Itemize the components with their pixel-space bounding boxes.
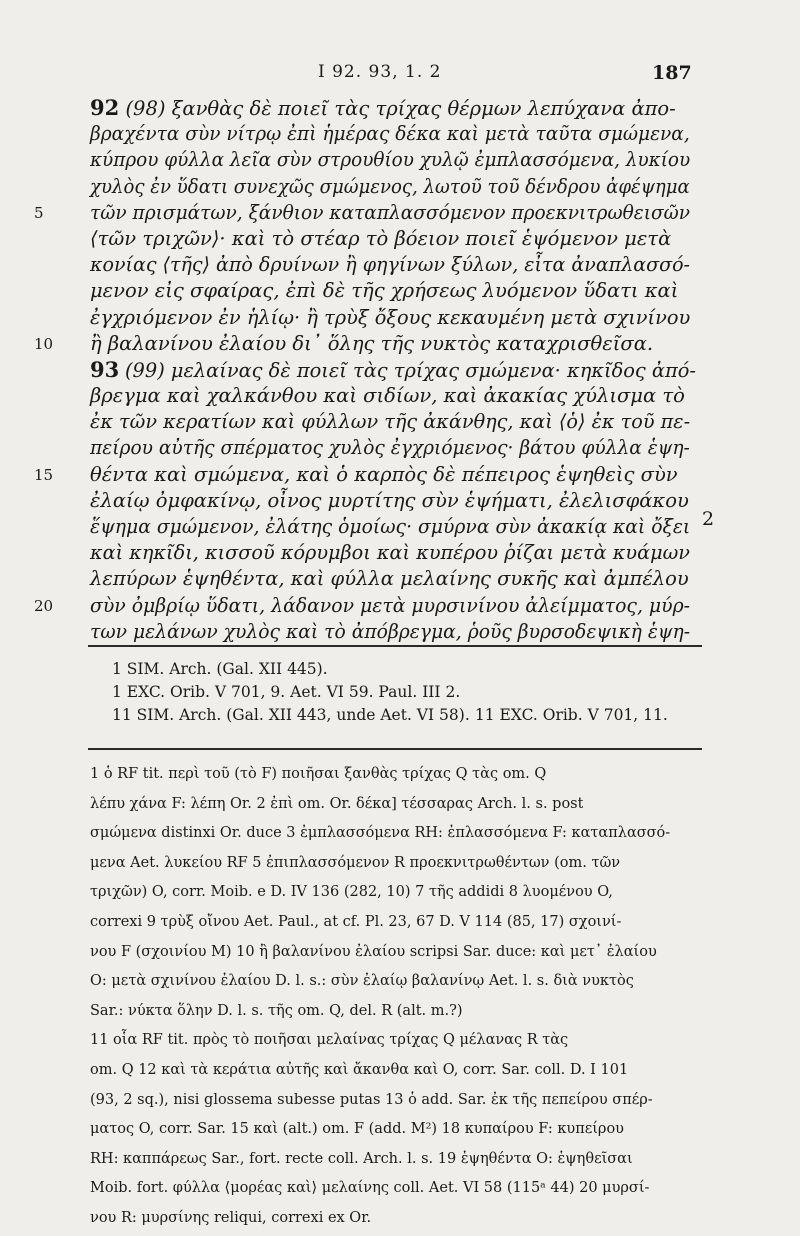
line-text: βρεγμα καὶ χαλκάνθου καὶ σιδίων, καὶ ἀκακίας χύλισμα τὸ (90, 384, 685, 408)
apparatus-line: correxi 9 τρὺξ οἴνου Aet. Paul., at cf. Pl. 23, 67 D. V 114 (85, 17) σχοινί- (90, 913, 622, 930)
text-line (90, 409, 698, 435)
section-reference: I 92. 93, 1. 2 (318, 62, 442, 82)
divider-rule (88, 748, 702, 750)
apparatus-line: (93, 2 sq.), nisi glossema subesse putas 13 ὁ add. Sar. ἐκ τῆς πεπείρου σπέρ- (90, 1091, 653, 1108)
line-text: κονίας ⟨τῆς⟩ ἀπὸ δρυίνων ἢ φηγίνων ξύλων, εἶτα ἀναπλασσό- (90, 253, 690, 277)
apparatus-line: Sar.: νύκτα ὅλην D. l. s. τῆς om. Q, del. R (alt. m.?) (90, 1002, 463, 1019)
line-text: των μελάνων χυλὸς καὶ τὸ ἀπόβρεγμα, ῥοῦς βυρσοδεψικὴ ἑψη- (90, 619, 691, 643)
apparatus-line: om. Q 12 καὶ τὰ κεράτια αὐτῆς καὶ ἄκανθα καὶ O, corr. Sar. coll. D. I 101 (90, 1061, 629, 1078)
line-text: τῶν πρισμάτων, ξάνθιον καταπλασσόμενον προεκνιτρωθεισῶν (90, 200, 691, 224)
line-number: 10 (34, 334, 54, 353)
testimonia-line: 1 SIM. Arch. (Gal. XII 445). (112, 660, 328, 678)
margin-page-mark: 2 (702, 508, 715, 530)
text-line (90, 435, 698, 461)
apparatus-line: μενα Aet. λυκείου RF 5 ἐπιπλασσόμενον R προεκνιτρωθέντων (om. τῶν (90, 854, 621, 871)
line-text: καὶ κηκῖδι, κισσοῦ κόρυμβοι καὶ κυπέρου ῥίζαι μετὰ κυάμων (90, 541, 691, 565)
apparatus-line: ματος O, corr. Sar. 15 καὶ (alt.) om. F (add. M²) 18 κυπαίρου F: κυπείρου (90, 1121, 624, 1138)
running-header (0, 62, 800, 86)
text-line (90, 174, 698, 200)
apparatus-line: Moib. fort. φύλλα ⟨μορέας καὶ⟩ μελαίνης coll. Aet. VI 58 (115ᵃ 44) 20 μυρσί- (90, 1180, 650, 1197)
critical-apparatus (90, 762, 702, 1236)
apparatus-line: νου R: μυρσίνης reliqui, correxi ex Or. (90, 1209, 372, 1226)
testimonia-block (112, 658, 672, 727)
apparatus-line: RH: καππάρεως Sar., fort. recte coll. Arch. l. s. 19 ἑψηθέντα O: ἑψηθεῖσαι (90, 1150, 633, 1167)
text-line (90, 383, 698, 409)
paragraph-number: 93 (90, 356, 120, 382)
line-text: χυλὸς ἐν ὕδατι συνεχῶς σμώμενος, λωτοῦ τοῦ δένδρου ἀφέψημα (90, 174, 690, 198)
line-text: κύπρου φύλλα λεῖα σὺν στρουθίου χυλῷ ἐμπλασσόμενα, λυκίου (90, 148, 691, 172)
testimonia-line: 1 EXC. Orib. V 701, 9. Aet. VI 59. Paul. III 2. (112, 683, 461, 701)
line-number: 20 (34, 596, 54, 615)
line-text: πείρου αὐτῆς σπέρματος χυλὸς ἐγχριόμενος· βάτου φύλλα ἑψη- (90, 436, 690, 460)
text-line (90, 305, 698, 331)
line-text: ἐλαίῳ ὀμφακίνῳ, οἶνος μυρτίτης σὺν ἑψήματι, ἐλελισφάκου (90, 488, 689, 512)
text-line (90, 121, 698, 147)
apparatus-line: τριχῶν) O, corr. Moib. e D. IV 136 (282, 10) 7 τῆς addidi 8 λυομένου O, (90, 884, 613, 901)
apparatus-line: O: μετὰ σχινίνου ἐλαίου D. l. s.: σὺν ἐλαίῳ βαλανίνῳ Aet. l. s. διὰ νυκτὸς (90, 973, 634, 990)
text-line (34, 593, 698, 619)
line-text: ἢ βαλανίνου ἐλαίου δι᾿ ὅλης τῆς νυκτὸς καταχρισθεῖσα. (90, 331, 654, 355)
text-line (90, 566, 698, 592)
text-line (90, 147, 698, 173)
text-line (34, 200, 698, 226)
line-text: σὺν ὀμβρίῳ ὕδατι, λάδανον μετὰ μυρσινίνου ἀλείμματος, μύρ- (90, 593, 691, 617)
line-text: θέντα καὶ σμώμενα, καὶ ὁ καρπὸς δὲ πέπειρος ἑψηθεὶς σὺν (90, 462, 678, 486)
apparatus-line: λέπυ χάνα F: λέπη Or. 2 ἐπὶ om. Or. δέκα] τέσσαρας Arch. l. s. post (90, 795, 584, 812)
text-line (90, 514, 698, 540)
line-text: μενον εἰς σφαίρας, ἐπὶ δὲ τῆς χρήσεως λυόμενον ὕδατι καὶ (90, 279, 679, 303)
line-number: 5 (34, 203, 44, 222)
text-line (34, 462, 698, 488)
line-text: ἐγχριόμενον ἐν ἡλίῳ· ἢ τρὺξ ὄξους κεκαυμένη μετὰ σχινίνου (90, 305, 691, 329)
text-line (90, 278, 698, 304)
apparatus-line: νου F (σχοινίου M) 10 ἢ βαλανίνου ἐλαίου scripsi Sar. duce: καὶ μετ᾿ ἐλαίου (90, 943, 657, 960)
text-line (90, 252, 698, 278)
paragraph-number: 92 (90, 95, 120, 120)
text-line (34, 331, 698, 357)
text-line (90, 226, 698, 252)
line-text: ἕψημα σμώμενον, ἐλάτης ὁμοίως· σμύρνα σὺν ἀκακίᾳ καὶ ὄξει (90, 515, 691, 538)
line-text: (98) ξανθὰς δὲ ποιεῖ τὰς τρίχας θέρμων λεπύχανα ἀπο- (125, 97, 676, 120)
text-line (90, 95, 698, 121)
line-text: βραχέντα σὺν νίτρῳ ἐπὶ ἡμέρας δέκα καὶ μετὰ ταῦτα σμώμενα, (90, 122, 690, 146)
text-line (90, 488, 698, 514)
apparatus-line: 11 οἷα RF tit. πρὸς τὸ ποιῆσαι μελαίνας τρίχας Q μέλανας R τὰς (90, 1032, 569, 1049)
text-line (90, 619, 698, 645)
line-text: ⟨τῶν τριχῶν⟩· καὶ τὸ στέαρ τὸ βόειον ποιεῖ ἑψόμενον μετὰ (90, 226, 672, 250)
line-text: λεπύρων ἑψηθέντα, καὶ φύλλα μελαίνης συκῆς καὶ ἀμπέλου (90, 567, 689, 591)
divider-rule (88, 645, 702, 647)
line-text: (99) μελαίνας δὲ ποιεῖ τὰς τρίχας σμώμενα· κηκῖδος ἀπό- (125, 358, 697, 382)
testimonia-line: 11 SIM. Arch. (Gal. XII 443, unde Aet. VI 58). (112, 706, 470, 724)
main-text (34, 95, 698, 645)
text-line (90, 357, 698, 383)
testimonia-line: 11 EXC. Orib. V 701, 11. (474, 706, 668, 724)
apparatus-line: σμώμενα distinxi Or. duce 3 ἐμπλασσόμενα RH: ἐπλασσόμενα F: καταπλασσό- (90, 825, 671, 842)
line-number: 15 (34, 465, 54, 484)
line-text: ἐκ τῶν κερατίων καὶ φύλλων τῆς ἀκάνθης, καὶ ⟨ὁ⟩ ἐκ τοῦ πε- (90, 410, 691, 434)
text-line (90, 540, 698, 566)
apparatus-line: 1 ὁ RF tit. περὶ τοῦ (τὸ F) ποιῆσαι ξανθὰς τρίχας Q τὰς om. Q (90, 766, 547, 782)
page-number: 187 (652, 62, 692, 84)
